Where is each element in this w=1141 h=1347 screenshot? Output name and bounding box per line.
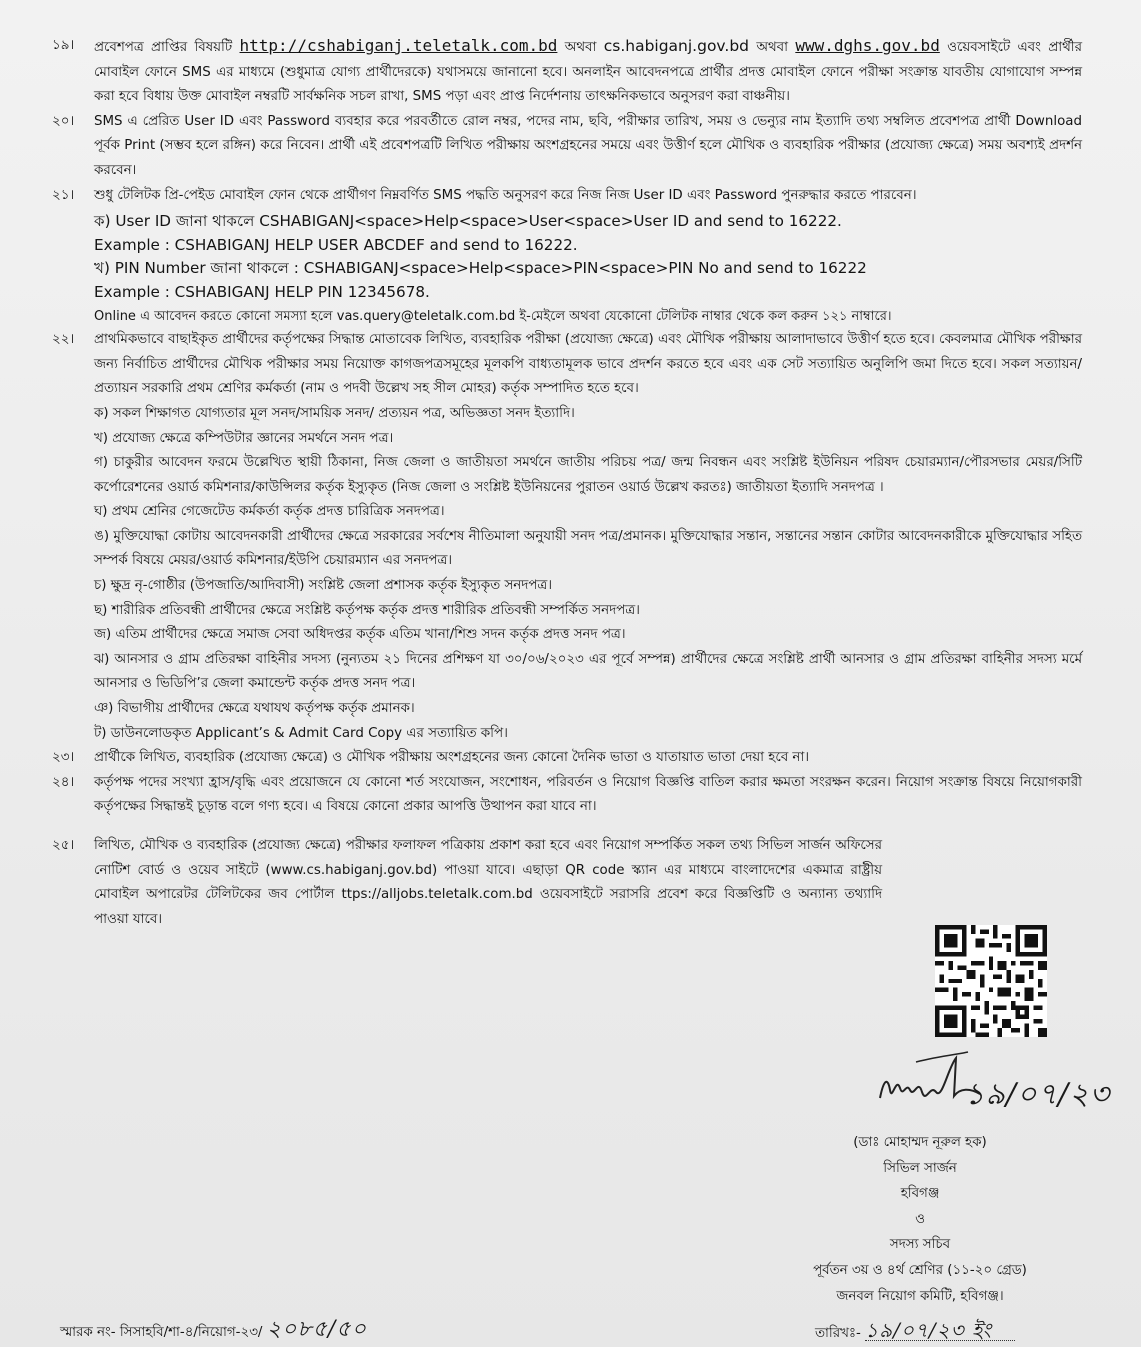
item-19 xyxy=(52,34,1082,110)
sms-instructions xyxy=(52,210,1082,328)
item-number: ২৫। xyxy=(52,838,75,853)
item-23 xyxy=(52,746,1082,771)
item-number: ২০। xyxy=(52,113,75,129)
item-21 xyxy=(52,184,1082,209)
item-text: কর্তৃপক্ষ পদের সংখ্যা হ্রাস/বৃদ্ধি এবং প্রয়োজনে যে কোনো শর্ত সংযোজন, সংশোধন, পরিবর্তন ও নিয়োগ বিজ্ঞপ্তি বাতিল করার ক্ষমতা সংরক্ষন করেন। নিয়োগ সংক্রান্ত বিষয়ে নিয়োগকারী কর্তৃপক্ষের সিদ্ধান্তই চূড়ান্ত বলে গণ্য হবে। এ বিষয়ে কোনো প্রকার আপত্তি উত্থাপন করা যাবে না। xyxy=(94,774,1082,815)
memo-reference xyxy=(60,1317,367,1343)
signatory-district: হবিগঞ্জ xyxy=(900,1186,940,1202)
memo-label: স্মারক নং- সিসাহবি/শা-৪/নিয়োগ-২৩/ xyxy=(60,1325,263,1340)
item-text: শুধু টেলিটক প্রি-পেইড মোবাইল ফোন থেকে প্রার্থীগণ নিম্নবর্ণিত SMS পদ্ধতি অনুসরণ করে নিজ নিজ User ID এবং Password পুনরুদ্ধার করতে পারবেন। xyxy=(94,187,917,203)
item-text xyxy=(94,34,1082,110)
document-list xyxy=(52,402,1082,746)
teletalk-link[interactable]: http://cshabiganj.teletalk.com.bd xyxy=(239,36,558,55)
list-item: ঝ) আনসার ও গ্রাম প্রতিরক্ষা বাহিনীর সদস্য (নুন্যতম ২১ দিনের প্রশিক্ষণ যা ৩০/০৬/২০২৩ এর পূর্বে সম্পন্ন) প্রার্থীদের ক্ষেত্রে সংশ্লিষ্ট প্রার্থী আনসার ও গ্রাম প্রতিরক্ষা বাহিনীর সদস্য মর্মে আনসার ও ভিডিপি’র জেলা কমান্ডেন্ট কর্তৃক প্রদত্ত সনদ পত্র। xyxy=(94,651,1082,692)
signatory-role: সদস্য সচিব xyxy=(889,1237,951,1253)
item-20 xyxy=(52,110,1082,184)
sms-line: Example : CSHABIGANJ HELP PIN 12345678. xyxy=(94,282,430,301)
item-text: SMS এ প্রেরিত User ID এবং Password ব্যবহার করে পরবর্তীতে রোল নম্বর, পদের নাম, ছবি, পরীক্ষার তারিখ, সময় ও ভেন্যুর নাম ইত্যাদি তথ্য সম্বলিত প্রবেশপত্র প্রার্থী Download পূর্বক Print (সম্ভব হলে রঙ্গিন) করে নিবেন। প্রার্থী এই প্রবেশপত্রটি লিখিত পরীক্ষায় অংশগ্রহনের সময়ে এবং উত্তীর্ণ হলে মৌখিক ও ব্যবহারিক পরীক্ষার (প্রযোজ্য ক্ষেত্রে) সময় অবশ্যই প্রদর্শন করবেন। xyxy=(94,113,1082,178)
sms-line: Online এ আবেদন করতে কোনো সমস্যা হলে vas.query@teletalk.com.bd ই-মেইলে অথবা যেকোনো টেলিটক নাম্বার থেকে কল করুন ১২১ নাম্বারে। xyxy=(94,308,892,324)
sms-line: ক) User ID জানা থাকলে CSHABIGANJ<space>Help<space>User<space>User ID and send to 16222. xyxy=(94,212,842,231)
list-item: ঞ) বিভাগীয় প্রার্থীদের ক্ষেত্রে যথাযথ কর্তৃপক্ষ কর্তৃক প্রমানক। xyxy=(94,701,415,717)
text-run: ওয়েবসাইটে এবং প্রার্থীর মোবাইল ফোনে SMS এর মাধ্যমে (শুধুমাত্র যোগ্য প্রার্থীদেরকে) যথাসময়ে জানানো হবে। অনলাইন আবেদনপত্রে প্রার্থীর প্রদত্ত মোবাইল ফোনে পরীক্ষা সংক্রান্ত যাবতীয় যোগাযোগ সম্পন্ন করা হবে বিধায় উক্ত মোবাইল নম্বরটি সার্বক্ষনিক সচল রাখা, SMS পড়া এবং প্রাপ্ত নির্দেশনায় তাৎক্ষনিকভাবে অনুসরণ করা বাঞ্চনীয়। xyxy=(94,40,1082,105)
text-run: প্রবেশপত্র প্রাপ্তির বিষয়টি xyxy=(94,40,240,55)
cs-website: cs.habiganj.gov.bd xyxy=(603,37,750,55)
text-run: অথবা xyxy=(749,40,796,55)
list-item: জ) এতিম প্রার্থীদের ক্ষেত্রে সমাজ সেবা অধিদপ্তর কর্তৃক এতিম খানা/শিশু সদন কর্তৃক প্রদত্ত সনদ পত্র। xyxy=(94,627,626,643)
notice-body xyxy=(52,34,1082,932)
item-number: ২৩। xyxy=(52,750,75,766)
item-number: ১৯। xyxy=(52,38,75,53)
list-item: চ) ক্ষুদ্র নৃ-গোষ্ঠীর (উপজাতি/আদিবাসী) সংশ্লিষ্ট জেলা প্রশাসক কর্তৃক ইস্যুকৃত সনদপত্র। xyxy=(94,578,553,594)
list-item: ছ) শারীরিক প্রতিবন্ধী প্রার্থীদের ক্ষেত্রে সংশ্লিষ্ট কর্তৃপক্ষ কর্তৃক প্রদত্ত শারীরিক প্রতিবন্ধী সম্পর্কিত সনদপত্র। xyxy=(94,602,640,618)
item-22 xyxy=(52,328,1082,402)
signatory-title: সিভিল সার্জন xyxy=(883,1160,957,1176)
list-item: ট) ডাউনলোডকৃত Applicant’s & Admit Card Copy এর সত্যায়িত কপি। xyxy=(94,725,508,741)
issue-date xyxy=(815,1320,1015,1344)
item-number: ২২। xyxy=(52,332,75,348)
dghs-link[interactable]: www.dghs.gov.bd xyxy=(795,36,940,55)
signatory-name: (ডাঃ মোহাম্মদ নূরুল হক) xyxy=(853,1135,987,1150)
date-label: তারিখঃ- xyxy=(815,1326,861,1341)
text-run: অথবা xyxy=(557,40,604,55)
item-text: লিখিত, মৌখিক ও ব্যবহারিক (প্রযোজ্য ক্ষেত্রে) পরীক্ষার ফলাফল পত্রিকায় প্রকাশ করা হবে এবং নিয়োগ সম্পর্কিত সকল তথ্য সিভিল সার্জন অফিসের নোটিশ বোর্ড ও ওয়েব সাইটে (www.cs.habiganj.gov.bd) পাওয়া যাবে। এছাড়া QR code স্ক্যান এর মাধ্যমে বাংলাদেশের একমাত্র রাষ্ট্রীয় মোবাইল অপারেটর টেলিটকের জব পোর্টাল ttps://alljobs.teletalk.com.bd ওয়েবসাইটে সরাসরি প্রবেশ করে বিজ্ঞপ্তিটি ও অন্যান্য তথ্যাদি পাওয়া যাবে। xyxy=(94,838,882,927)
sms-line: Example : CSHABIGANJ HELP USER ABCDEF and send to 16222. xyxy=(94,235,578,254)
memo-number: ২০৮৫/৫০ xyxy=(266,1317,367,1342)
item-number: ২৪। xyxy=(52,774,75,790)
date-value: ১৯/০৭/২৩ ইং xyxy=(865,1320,1015,1341)
sms-line: খ) PIN Number জানা থাকলে : CSHABIGANJ<space>Help<space>PIN<space>PIN No and send to 16222 xyxy=(94,259,867,278)
committee-name: জনবল নিয়োগ কমিটি, হবিগঞ্জ। xyxy=(836,1288,1004,1304)
signature-area xyxy=(870,1048,1110,1128)
signature-date: ১৯/০৭/২৩ xyxy=(965,1077,1111,1112)
signatory-conjunction: ও xyxy=(915,1211,925,1227)
item-25 xyxy=(52,834,1082,932)
committee-line: পূর্বতন ৩য় ও ৪র্থ শ্রেণির (১১-২০ গ্রেড) xyxy=(813,1262,1027,1278)
list-item: ঘ) প্রথম শ্রেনির গেজেটেড কর্মকর্তা কর্তৃক প্রদত্ত চারিত্রিক সনদপত্র। xyxy=(94,504,445,520)
list-item: গ) চাকুরীর আবেদন ফরমে উল্লেখিত স্থায়ী ঠিকানা, নিজ জেলা ও জাতীয়তা সমর্থনে জাতীয় পরিচয় পত্র/ জন্ম নিবন্ধন এবং সংশ্লিষ্ট ইউনিয়ন পরিষদ চেয়ারম্যান/পৌরসভার মেয়র/সিটি কর্পোরেশনের ওয়ার্ড কমিশনার/কাউন্সিলর কর্তৃক ইস্যুকৃত (নিজ জেলা ও সংশ্লিষ্ট ইউনিয়নের পুরাতন ওয়ার্ড উল্লেখ করতঃ) জাতীয়তা ইত্যাদি সনদপত্র । xyxy=(94,455,1082,495)
item-text: প্রার্থীকে লিখিত, ব্যবহারিক (প্রযোজ্য ক্ষেত্রে) ও মৌখিক পরীক্ষায় অংশগ্রহনের জন্য কোনো দৈনিক ভাতা ও যাতায়াত ভাতা দেয়া হবে না। xyxy=(94,750,810,766)
list-item: খ) প্রযোজ্য ক্ষেত্রে কম্পিউটার জ্ঞানের সমর্থনে সনদ পত্র। xyxy=(94,430,394,446)
list-item: ঙ) মুক্তিযোদ্ধা কোটায় আবেদনকারী প্রার্থীদের ক্ষেত্রে সরকারের সর্বশেষ নীতিমালা অনুযায়ী সনদ পত্র/প্রমানক। মুক্তিযোদ্ধার সন্তান, সন্তানের সন্তান কোটার আবেদনকারীকে মুক্তিযোদ্ধার সহিত সম্পর্ক বিষয়ে মেয়র/ওয়ার্ড কমিশনার/ইউপি চেয়ারম্যান এর সনদপত্র। xyxy=(94,528,1082,569)
item-text: প্রাথমিকভাবে বাছাইকৃত প্রার্থীদের কর্তৃপক্ষের সিদ্ধান্ত মোতাবেক লিখিত, ব্যবহারিক পরীক্ষা (প্রযোজ্য ক্ষেত্রে) এবং মৌখিক পরীক্ষায় আলাদাভাবে উত্তীর্ণ হতে হবে। কেবলমাত্র মৌখিক পরীক্ষার জন্য নির্বাচিত প্রার্থীদের মৌখিক পরীক্ষার সময় নিয়োক্ত কাগজপত্রসমূহের মূলকপি বাধ্যতামূলক ভাবে প্রদর্শন করতে হবে এবং এক সেট সত্যায়িত অনুলিপি জমা দিতে হবে। সকল সত্যায়ন/প্রত্যায়ন সরকারি প্রথম শ্রেণির কর্মকর্তা (নাম ও পদবী উল্লেখ সহ সীল মোহর) কর্তৃক সম্পাদিত হতে হবে। xyxy=(94,332,1082,397)
item-24 xyxy=(52,771,1082,820)
signatory-block xyxy=(760,1130,1080,1309)
qr-code[interactable] xyxy=(935,925,1047,1037)
list-item: ক) সকল শিক্ষাগত যোগ্যতার মূল সনদ/সাময়িক সনদ/ প্রত্যয়ন পত্র, অভিজ্ঞতা সনদ ইত্যাদি। xyxy=(94,405,575,421)
item-number: ২১। xyxy=(52,187,75,203)
